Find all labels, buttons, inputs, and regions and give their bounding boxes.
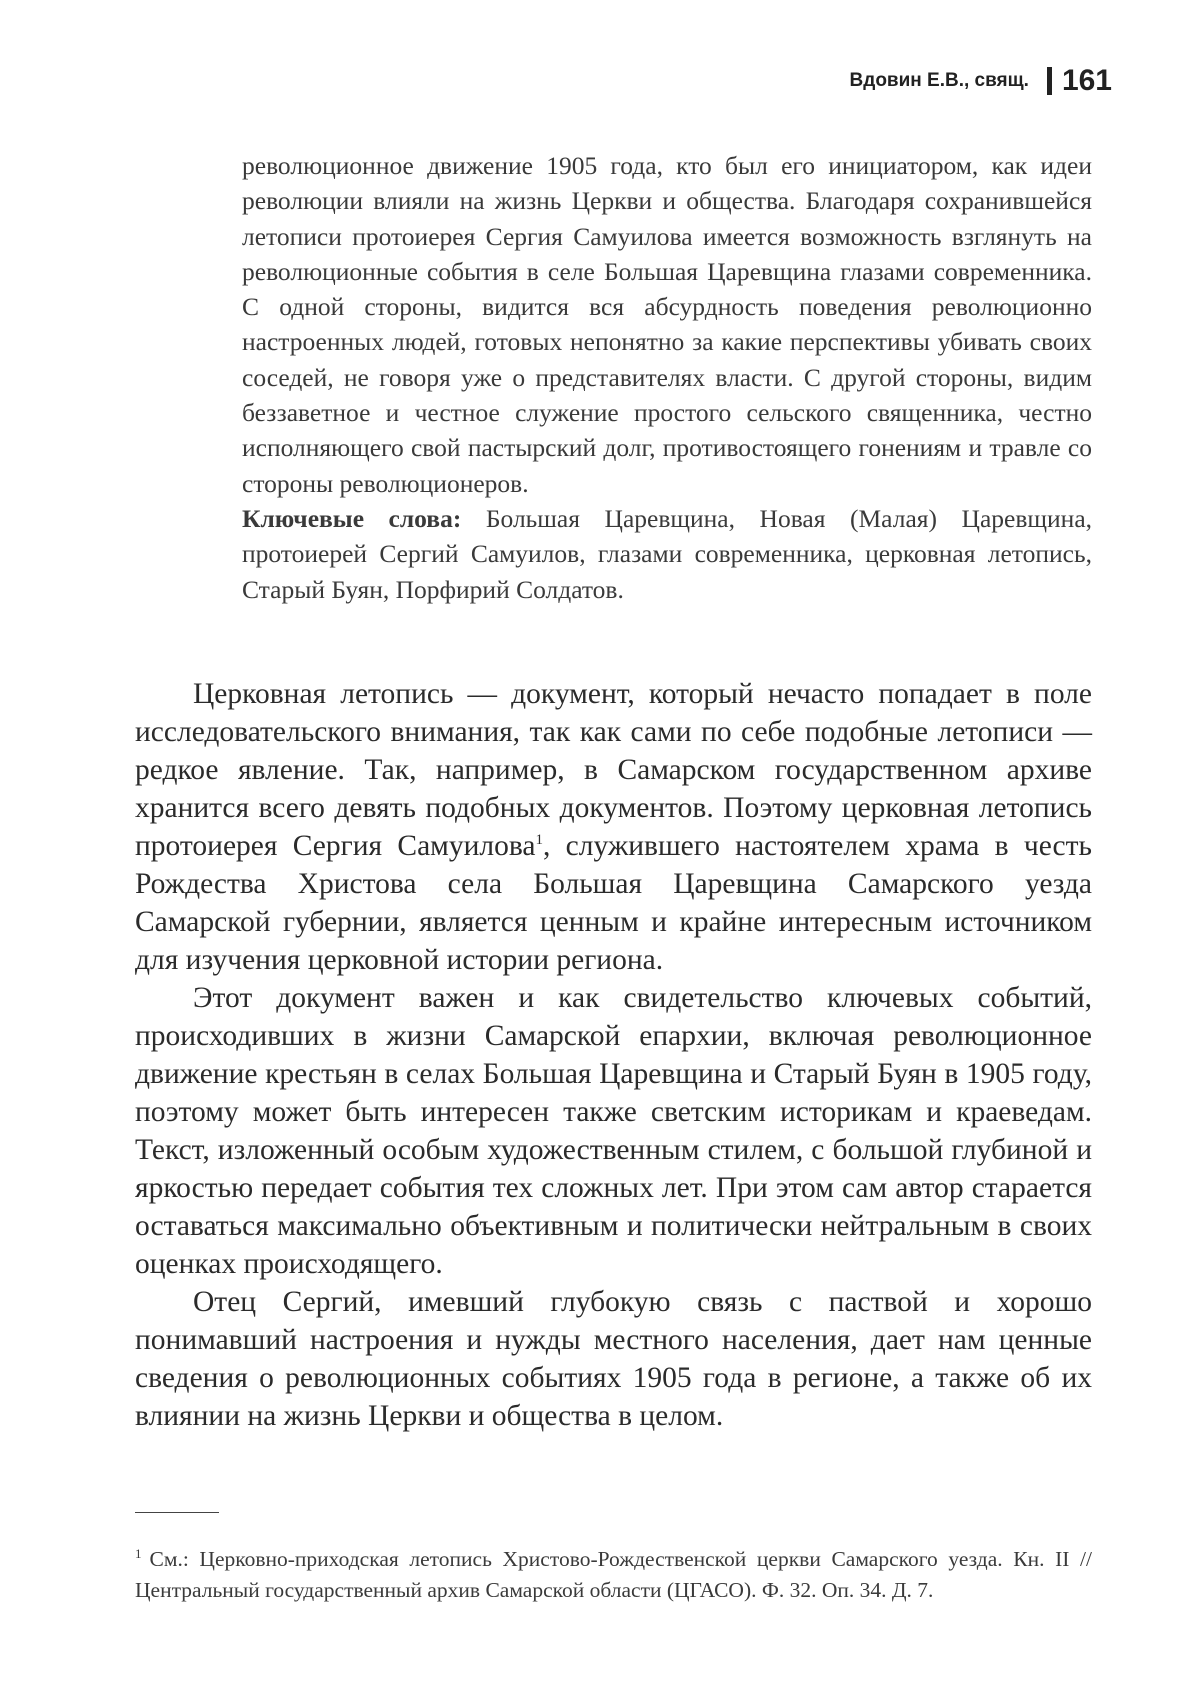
footnote-marker: 1 [135,1545,142,1561]
body-paragraph-3: Отец Сергий, имевший глубокую связь с паствой и хорошо понимавший настроения и нужды местного населения, дает нам ценные сведения о революционных событиях 1905 года в регионе, а также об их влиянии на жизнь Церкви и общества в целом. [135,1286,1092,1432]
abstract-text: революционное движение 1905 года, кто был его инициатором, как идеи революции влияли на жизнь Церкви и общества. Благодаря сохранившейся летописи протоиерея Сергия Самуилова имеется возможность взглянуть на революционные события в селе Большая Царевщина глазами современника. С одной стороны, видится вся абсурдность поведения революционно настроенных людей, готовых непонятно за какие перспективы убивать своих соседей, не говоря уже о представителях власти. С другой стороны, видим беззаветное и честное служение простого сельского священника, честно исполняющего свой пастырский долг, противостоящего гонениям и травле со стороны революционеров. [242,151,1092,498]
footnote-reference: 1 [535,832,543,849]
abstract [242,148,1092,607]
body-paragraph-2: Этот документ важен и как свидетельство ключевых событий, происходивших в жизни Самарской епархии, включая революционное движение крестьян в селах Большая Царевщина и Старый Буян в 1905 году, поэтому может быть интересен также светским историкам и краеведам. Текст, изложенный особым художественным стилем, с большой глубиной и яркостью передает события тех сложных лет. При этом сам автор старается оставаться максимально объективным и политически нейтральным в своих оценках происходящего. [135,982,1092,1280]
header-divider-bar [1047,67,1052,95]
footnote-text: См.: Церковно-приходская летопись Христово-Рождественской церкви Самарского уезда. Кн. II // Центральный государственный архив Самарской области (ЦГАСО). Ф. 32. Оп. 34. Д. 7. [135,1547,1092,1602]
body-paragraph-1 [135,675,1092,979]
footnote-separator [135,1512,219,1513]
running-header [850,64,1112,98]
body-paragraph-1-continuation: , служившего настоятелем храма в честь Рождества Христова села Большая Царевщина Самарского уезда Самарской губернии, является ценным и крайне интересным источником для изучения церковной истории региона. [135,830,1092,976]
footnote [135,1544,1092,1606]
keywords-text: Большая Царевщина, Новая (Малая) Царевщина, протоиерей Сергий Самуилов, глазами современника, церковная летопись, Старый Буян, Порфирий Солдатов. [242,503,1093,604]
footnote-entry [135,1544,1092,1606]
page-number: 161 [1061,64,1112,97]
running-header-author: Вдовин Е.В., свящ. [849,70,1029,91]
keywords-label: Ключевые слова: [242,503,462,533]
main-text [135,675,1092,1435]
keywords [242,501,1092,607]
body-paragraph-1-text: Церковная летопись — документ, который нечасто попадает в поле исследовательского внимания, так как сами по себе подобные летописи — редкое явление. Так, например, в Самарском государственном архиве хранится всего девять подобных документов. Поэтому церковная летопись протоиерея Сергия Самуилова [135,678,1092,862]
